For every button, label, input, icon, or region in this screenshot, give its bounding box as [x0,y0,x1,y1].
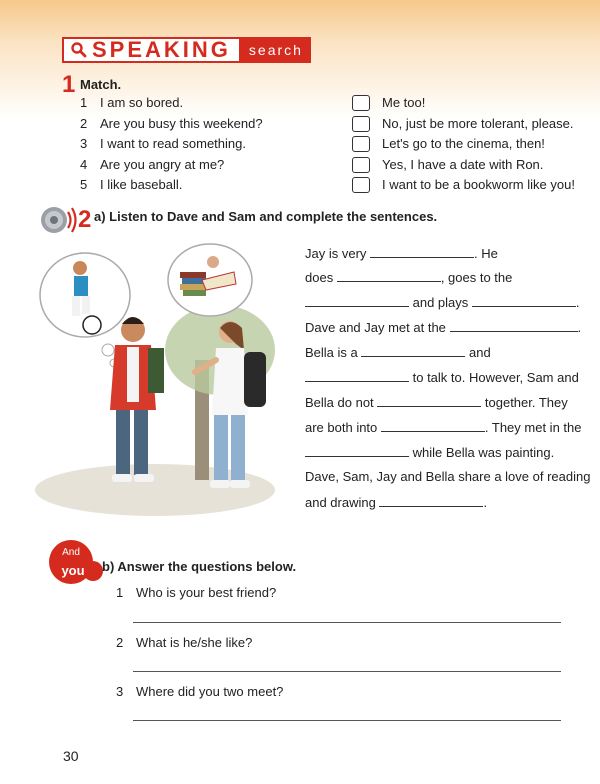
fill-blank[interactable] [370,245,474,258]
item-number: 2 [80,116,88,131]
title-box [62,37,241,63]
match-right-item: No, just be more tolerant, please. [382,116,574,131]
sentence-text: Jay is very [305,246,371,261]
and-label: And [62,547,80,558]
question-item [116,684,283,700]
answer-checkbox[interactable] [352,177,370,193]
sentence-line [305,294,580,310]
answer-checkbox[interactable] [352,116,370,132]
fill-blank[interactable] [305,369,409,382]
section-2-number: 2 [78,206,92,233]
sentence-line [305,469,590,484]
match-left-item [80,116,263,132]
sentence-line [305,444,554,460]
sentence-text: to talk to. However, Sam and [409,370,579,385]
sentence-text: . [483,495,488,510]
item-text: Are you busy this weekend? [100,116,263,131]
sentence-text: Dave, Sam, Jay and Bella share a love of reading [305,469,591,484]
section-1-heading: Match. [80,77,122,92]
section-1-number: 1 [62,71,76,98]
fill-blank[interactable] [361,344,465,357]
sentence-line [305,269,512,285]
sentence-line [305,319,581,335]
item-text: I like baseball. [100,177,183,192]
audio-speaker-icon [38,202,80,238]
fill-blank[interactable] [450,319,578,332]
question-text: Who is your best friend? [136,585,277,600]
question-item [116,585,276,601]
sentence-line [305,344,491,360]
sentence-line [305,394,568,410]
item-number: 4 [80,157,88,172]
item-text: I am so bored. [100,95,184,110]
fill-blank[interactable] [379,494,483,507]
match-right-item: Me too! [382,95,426,110]
match-right-item: Let's go to the cinema, then! [382,136,545,151]
item-number: 3 [80,136,88,151]
sentence-text: Dave and Jay met at the [305,320,450,335]
question-number: 1 [116,585,124,600]
sentence-text: while Bella was painting. [409,445,555,460]
question-item [116,635,252,651]
fill-blank[interactable] [305,294,409,307]
sentence-text: does [305,270,337,285]
section-header [62,37,311,61]
fill-blank[interactable] [305,444,409,457]
sentence-text: Bella do not [305,395,378,410]
item-text: I want to read something. [100,136,246,151]
match-right-item: Yes, I have a date with Ron. [382,157,544,172]
section-tag: search [241,37,311,63]
sentence-text: . He [474,246,498,261]
page-number: 30 [63,748,79,764]
sentence-text: and [465,345,491,360]
answer-line[interactable] [133,622,561,623]
match-left-item [80,95,183,111]
answer-checkbox[interactable] [352,157,370,173]
question-text: What is he/she like? [136,635,253,650]
search-icon [70,41,88,59]
item-text: Are you angry at me? [100,157,225,172]
fill-blank[interactable] [337,269,441,282]
sentence-line [305,369,579,385]
sentence-text: and plays [409,295,472,310]
sentence-text: . [577,320,582,335]
question-number: 3 [116,684,124,699]
question-number: 2 [116,635,124,650]
match-left-item [80,136,246,152]
match-left-item [80,157,224,173]
sentence-text: and drawing [305,495,380,510]
item-number: 5 [80,177,88,192]
fill-blank[interactable] [472,294,576,307]
fill-blank[interactable] [377,394,481,407]
section-2b-heading: b) Answer the questions below. [102,559,297,574]
answer-line[interactable] [133,671,561,672]
section-2a-heading: a) Listen to Dave and Sam and complete the sentences. [94,209,438,224]
you-label: you [61,563,85,578]
sentence-text: . They met in the [484,420,582,435]
answer-line[interactable] [133,720,561,721]
sentence-text: together. They [481,395,568,410]
answer-checkbox[interactable] [352,95,370,111]
match-left-item [80,177,182,193]
fill-blank[interactable] [381,419,485,432]
match-right-item: I want to be a bookworm like you! [382,177,575,192]
sentence-line [305,494,487,510]
answer-checkbox[interactable] [352,136,370,152]
sentence-text: Bella is a [305,345,362,360]
question-text: Where did you two meet? [136,684,284,699]
item-number: 1 [80,95,88,110]
students-illustration [30,240,290,530]
sentence-line [305,419,581,435]
and-you-badge-icon [47,537,105,587]
sentence-line [305,245,498,261]
sentence-text: are both into [305,420,381,435]
sentence-text: . [575,295,580,310]
page-title: SPEAKING [92,37,231,62]
sentence-text: , goes to the [440,270,513,285]
